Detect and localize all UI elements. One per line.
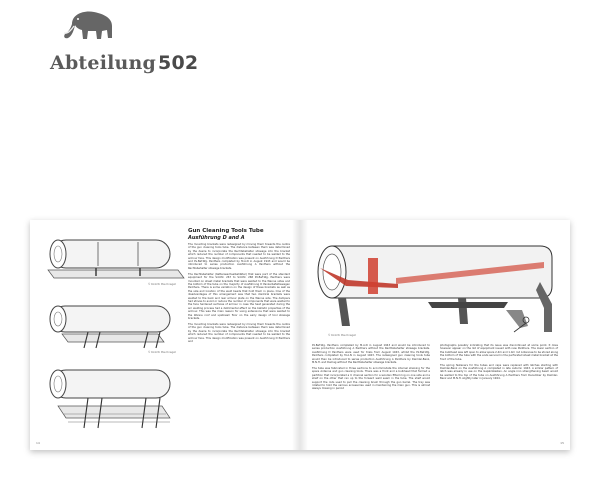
illustration-credit: © Rodolfo Mas Dowgell [148,283,176,286]
brand-wordmark [50,52,198,74]
section-heading: Gun Cleaning Tools Tube [188,228,264,234]
tube-cutaway-drawing [308,228,566,338]
paragraph: The tube was fabricated in three sections to accommodate the internal shelving for the spare Antenna and gun cleaning tools. There was a front and a bulkhead that formed a partition that incorporated a U channel section for a wooden fitted ring on one side and a shelf on the other that ran up to the forward weld seam in the tube. The shelf would support the rods used to pull the cleaning brush through the gun barrel. The tray was rotated to hold the various accessories used in maintaining the main gun. This is almost always missing in period [312,366,430,391]
mammoth-icon [62,8,120,48]
brand-logo [20,8,199,78]
page-number: 15 [560,441,564,445]
illustration-credit: © Rodolfo Mas Dowgell [148,351,176,354]
tube-drawing-middle [38,298,186,356]
paragraph: photographs possibly indicating that its issue was discontinued at some point. It does however appear on the list of equipment issued with new Panthers. The lower section of the bulkhead was left open to allow spare 2.4m and 1.4m rod Antennae to be stored along the bottom of the tube with the ends secured in the perforated sheet metal bracket at the front of the tube. [440,344,558,361]
left-page [30,220,301,450]
left-text-column [188,243,290,346]
tube-drawing-bottom [38,362,186,434]
right-text-column-2 [440,344,558,383]
paragraph: The mounting brackets were redesigned by moving them towards the centre of the gun cleaning tools tube. The distance between them was determined by the desire to incorporate the Rechtsbehalter stowage into the bracket which reduced the number of components that needed to be welded to the armour face. This design modification was present on Ausführung D Panthers and Ps.Bef.Wg. Panthers completed by M.A.N in August 1943 and would be introduced to series production Ausführung A Panthers without the Rechtsbehalter stowage brackets. [188,243,290,270]
brand-number: 502 [158,52,199,74]
right-page [300,220,570,450]
paragraph: The mounting brackets were redesigned by moving them towards the centre of the gun cleaning tools tube. The distance between them was determined by the desire to incorporate the Rechtsbehalter stowage into the bracket which reduced the number of components that needed to be welded to the armour face. This design modification was present on Ausführung D Panthers and [188,322,290,343]
paragraph: The spring fasteners for the tubes end caps were replaced with latches starting with Daimler-Benz on the Ausführung A completed in late Autumn 1943. A similar pattern of latch was already in use on the Gepäckkasten. An angle iron strengthening beam would be welded to the top of the tube on Ausführung A Panthers from December by Daimler-Benz and M.N.H. slightly later in January 1944. [440,363,558,381]
paragraph: Pz.Bef.Wg. Panthers completed by M.A.N in August 1943 and would be introduced to series production Ausführung A Panthers without the Rechtsbehalter stowage brackets. Ausführung D Panthers were used for trials from August 1943, whilst the Pz.Bef.Wg. Panthers completed by M.A.N in August 1943. The redesigned gun cleaning tools tube would then be introduced to series production Ausführung A Panthers by Daimler-Benz, M.N.H. and Demag without the Rechtsbehalter stowage brackets. [312,344,430,365]
book-gutter [292,220,308,450]
right-text-column-1 [312,344,430,393]
paragraph: The Rechtsbehalter (Kettenwechselbehälter) that were part of the standard equipment for the Sd.Kfz. 267 to Sd.Kfz. 268 Pz.Bef.Wg. Panthers were mounted on sheet metal brackets that were welded to the Wanne sides and the bottom of the tube on the majority of Ausführung D Panzerbefehlswagen Panthers. There is some variation on the design of these brackets as well as the size and location of the weld beads that hold them in place. One of the disadvantages of this arrangement was that two identical brackets were welded to the back and rear armour plate on the Wanne side. The dampers had strives to avoid or reduce the number of components that were welded to the face hardened surfaces of armour in case the heat generated during the arc welding process had a detrimental effect on the ballistic properties of the armour. This was the main reason for using extensions that were welded to the Wanne roof and upstream floor on the early design of tool stowage brackets. [188,272,290,321]
book-spread [30,220,570,450]
page-number: 14 [36,441,40,445]
tube-drawing-top [38,230,186,290]
brand-name: Abteilung [50,52,157,74]
section-subheading: Ausführung D and A [188,235,245,241]
illustration-credit: © Rodolfo Mas Dowgell [328,334,356,337]
